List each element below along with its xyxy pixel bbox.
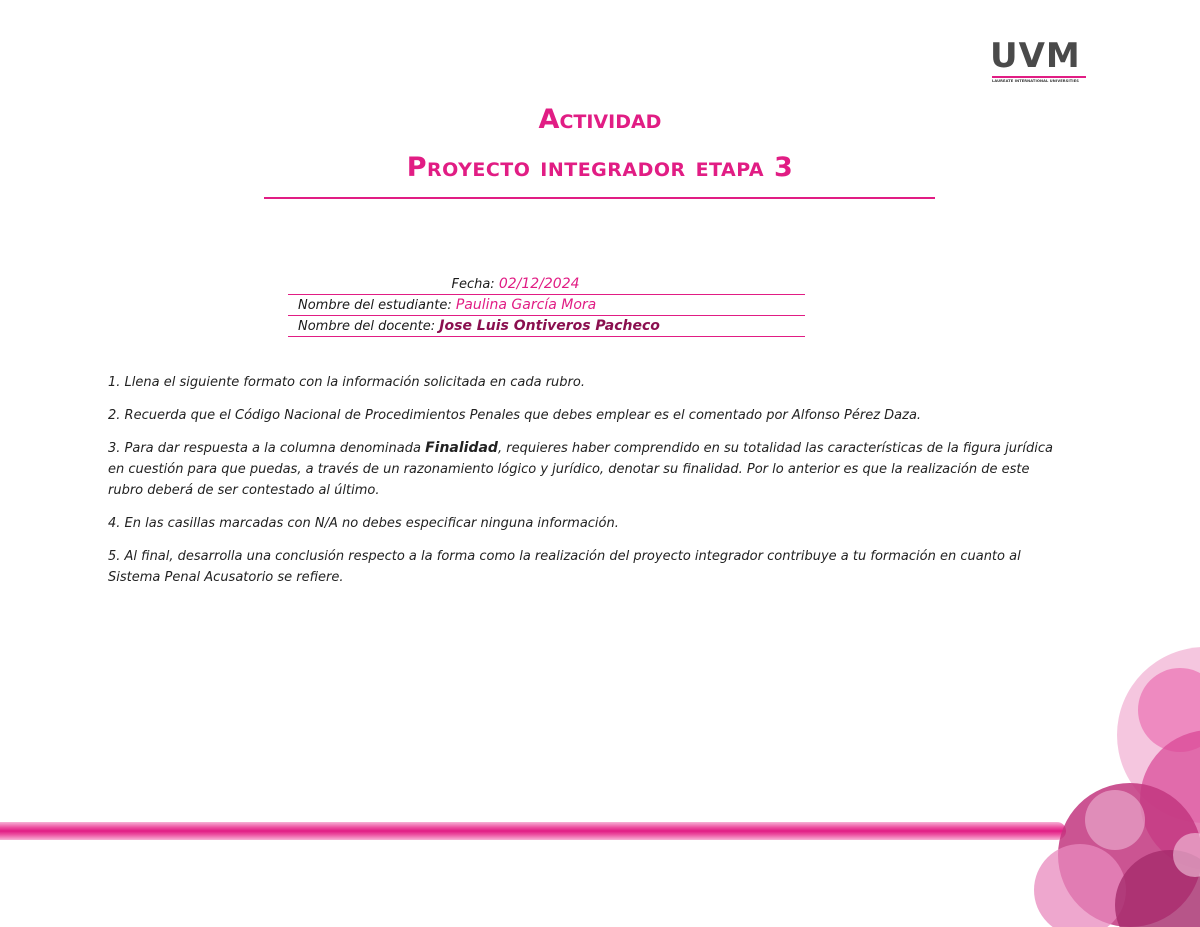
- instruction-item-5: 5. Al final, desarrolla una conclusión respecto a la forma como la realización del proyecto integrador contribuye a tu formación en cuanto al Sistema Penal Acusatorio se refiere.: [108, 549, 1021, 585]
- uvm-logo: [990, 36, 1090, 90]
- instruction-3-keyword: Finalidad: [425, 440, 498, 456]
- instruction-3-end: , requieres haber comprendido en su totalidad las características de la figura jurídica en cuestión para que puedas, a través de un razonamiento lógico y jurídico, denotar su finalidad. Por lo anterior es que la realización de este rubro deberá de ser contestado al último.: [108, 441, 1053, 498]
- instruction-3-start: 3. Para dar respuesta a la columna denominada: [108, 441, 426, 456]
- docente-row: [288, 316, 805, 337]
- instruction-item-4: 4. En las casillas marcadas con N/A no debes especificar ninguna información.: [108, 516, 619, 531]
- logo-tagline: LAUREATE INTERNATIONAL UNIVERSITIES: [992, 79, 1079, 83]
- title-divider: [264, 197, 935, 199]
- instruction-item-3: [108, 438, 1068, 501]
- project-title: Proyecto integrador etapa 3: [406, 152, 794, 183]
- activity-title: Actividad: [538, 104, 662, 135]
- instructions-list: [108, 372, 1068, 600]
- estudiante-value: Paulina García Mora: [455, 297, 597, 313]
- logo-wordmark: UVM: [990, 36, 1081, 76]
- decorative-circles: [1020, 640, 1200, 927]
- fecha-label: Fecha:: [451, 277, 495, 292]
- estudiante-label: Nombre del estudiante:: [298, 298, 452, 313]
- docente-label: Nombre del docente:: [298, 319, 436, 334]
- instruction-item-2: 2. Recuerda que el Código Nacional de Procedimientos Penales que debes emplear es el comentado por Alfonso Pérez Daza.: [108, 408, 922, 423]
- instruction-item-1: 1. Llena el siguiente formato con la información solicitada en cada rubro.: [108, 375, 585, 390]
- decor-circle-highlight: [1085, 790, 1145, 850]
- fecha-value: 02/12/2024: [498, 276, 580, 292]
- estudiante-row: [288, 295, 805, 316]
- fecha-row: [288, 274, 805, 295]
- logo-underline: [992, 76, 1086, 78]
- decorative-band: [0, 822, 1066, 840]
- docente-value: Jose Luis Ontiveros Pacheco: [439, 318, 660, 334]
